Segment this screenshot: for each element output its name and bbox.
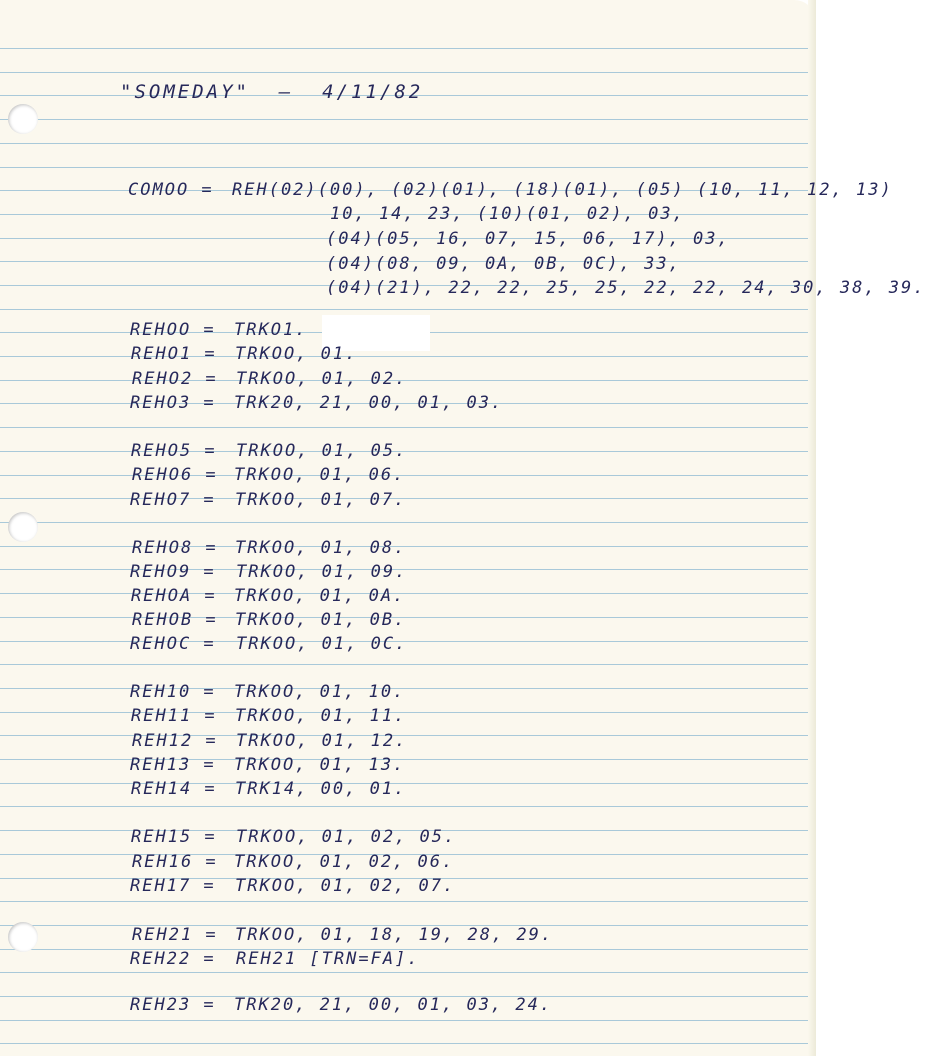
reh-value: TRKOO, 01, 12. bbox=[236, 731, 408, 751]
rule-line bbox=[0, 167, 816, 168]
rule-line bbox=[0, 1020, 816, 1021]
reh-value: TRKO1. bbox=[234, 320, 308, 340]
reh-value: TRKOO, 01, 07. bbox=[235, 490, 407, 510]
rule-line bbox=[0, 48, 816, 49]
comoo-line-3: (04)(05, 16, 07, 15, 06, 17), 03, bbox=[326, 229, 730, 249]
reh-label: REHO1 = bbox=[131, 344, 217, 364]
reh-value: TRKOO, 01, 0B. bbox=[235, 610, 407, 630]
reh-label: REHOB = bbox=[132, 610, 218, 630]
rule-line bbox=[0, 569, 816, 570]
rule-line bbox=[0, 546, 816, 547]
rule-line bbox=[0, 498, 816, 499]
reh-label: REHO9 = bbox=[130, 562, 216, 582]
reh-value: TRK20, 21, 00, 01, 03. bbox=[234, 393, 504, 413]
reh-label: REH16 = bbox=[132, 852, 218, 872]
reh-value: TRK20, 21, 00, 01, 03, 24. bbox=[234, 995, 553, 1015]
reh-value: TRKOO, 01. bbox=[235, 344, 358, 364]
reh-value: TRKOO, 01, 11. bbox=[235, 706, 407, 726]
comoo-line-4: (04)(08, 09, 0A, 0B, 0C), 33, bbox=[326, 254, 681, 274]
reh-value: TRKOO, 01, 08. bbox=[235, 538, 407, 558]
reh-value: TRKOO, 01, 0A. bbox=[234, 586, 406, 606]
rule-line bbox=[0, 617, 816, 618]
reh-label: REH14 = bbox=[131, 779, 217, 799]
reh-label: REH12 = bbox=[132, 731, 218, 751]
reh-value: TRKOO, 01, 09. bbox=[236, 562, 408, 582]
binder-hole-bottom bbox=[8, 922, 38, 952]
reh-label: REH22 = bbox=[130, 949, 216, 969]
reh-label: REH17 = bbox=[130, 876, 216, 896]
rule-line bbox=[0, 664, 816, 665]
reh-label: REHOC = bbox=[130, 634, 216, 654]
comoo-line-5: (04)(21), 22, 22, 25, 25, 22, 22, 24, 30, 38, 39. bbox=[326, 278, 926, 298]
rule-line bbox=[0, 356, 816, 357]
reh-value: TRKOO, 01, 05. bbox=[236, 441, 408, 461]
rule-line bbox=[0, 593, 816, 594]
reh-value: REH21 [TRN=FA]. bbox=[236, 949, 420, 969]
comoo-line-2: 10, 14, 23, (10)(01, 02), 03, bbox=[330, 204, 685, 224]
reh-value: TRKOO, 01, 06. bbox=[234, 465, 406, 485]
reh-value: TRKOO, 01, 13. bbox=[234, 755, 406, 775]
reh-label: REHO5 = bbox=[131, 441, 217, 461]
reh-label: REH21 = bbox=[132, 925, 218, 945]
binder-hole-top bbox=[8, 104, 38, 134]
reh-label: REH23 = bbox=[130, 995, 216, 1015]
rule-line bbox=[0, 972, 816, 973]
reh-value: TRKOO, 01, 10. bbox=[234, 682, 406, 702]
page-title: "SOMEDAY" — 4/11/82 bbox=[120, 81, 424, 103]
reh-label: REHOA = bbox=[131, 586, 217, 606]
rule-line bbox=[0, 475, 816, 476]
reh-label: REH10 = bbox=[130, 682, 216, 702]
rule-line bbox=[0, 1043, 816, 1044]
rule-line bbox=[0, 712, 816, 713]
reh-value: TRKOO, 01, 02, 07. bbox=[235, 876, 456, 896]
rule-line bbox=[0, 380, 816, 381]
reh-value: TRKOO, 01, 02, 06. bbox=[234, 852, 455, 872]
reh-label: REHO3 = bbox=[130, 393, 216, 413]
reh-label: REHO8 = bbox=[132, 538, 218, 558]
reh-value: TRKOO, 01, 02, 05. bbox=[236, 827, 457, 847]
reh-value: TRKOO, 01, 18, 19, 28, 29. bbox=[235, 925, 554, 945]
rule-line bbox=[0, 143, 816, 144]
reh-label: REHO2 = bbox=[132, 369, 218, 389]
rule-line bbox=[0, 427, 816, 428]
rule-line bbox=[0, 72, 816, 73]
reh-label: REH15 = bbox=[131, 827, 217, 847]
rule-line bbox=[0, 735, 816, 736]
rule-line bbox=[0, 783, 816, 784]
reh-value: TRK14, 00, 01. bbox=[235, 779, 407, 799]
rule-line bbox=[0, 641, 816, 642]
rule-line bbox=[0, 806, 816, 807]
rule-line bbox=[0, 119, 816, 120]
rule-line bbox=[0, 522, 816, 523]
rule-line bbox=[0, 451, 816, 452]
reh-label: REH11 = bbox=[131, 706, 217, 726]
rule-line bbox=[0, 901, 816, 902]
reh-label: REH13 = bbox=[130, 755, 216, 775]
reh-label: REHOO = bbox=[130, 320, 216, 340]
rule-line bbox=[0, 759, 816, 760]
reh-value: TRKOO, 01, 0C. bbox=[236, 634, 408, 654]
reh-label: REHO7 = bbox=[130, 490, 216, 510]
rule-line bbox=[0, 688, 816, 689]
reh-value: TRKOO, 01, 02. bbox=[236, 369, 408, 389]
binder-hole-middle bbox=[8, 512, 38, 542]
rule-line bbox=[0, 309, 816, 310]
comoo-label: COMOO = bbox=[128, 180, 214, 200]
comoo-line-1: REH(02)(00), (02)(01), (18)(01), (05) (10, 11, 12, 13) bbox=[232, 180, 893, 200]
reh-label: REHO6 = bbox=[132, 465, 218, 485]
paper-edge bbox=[808, 0, 816, 1056]
